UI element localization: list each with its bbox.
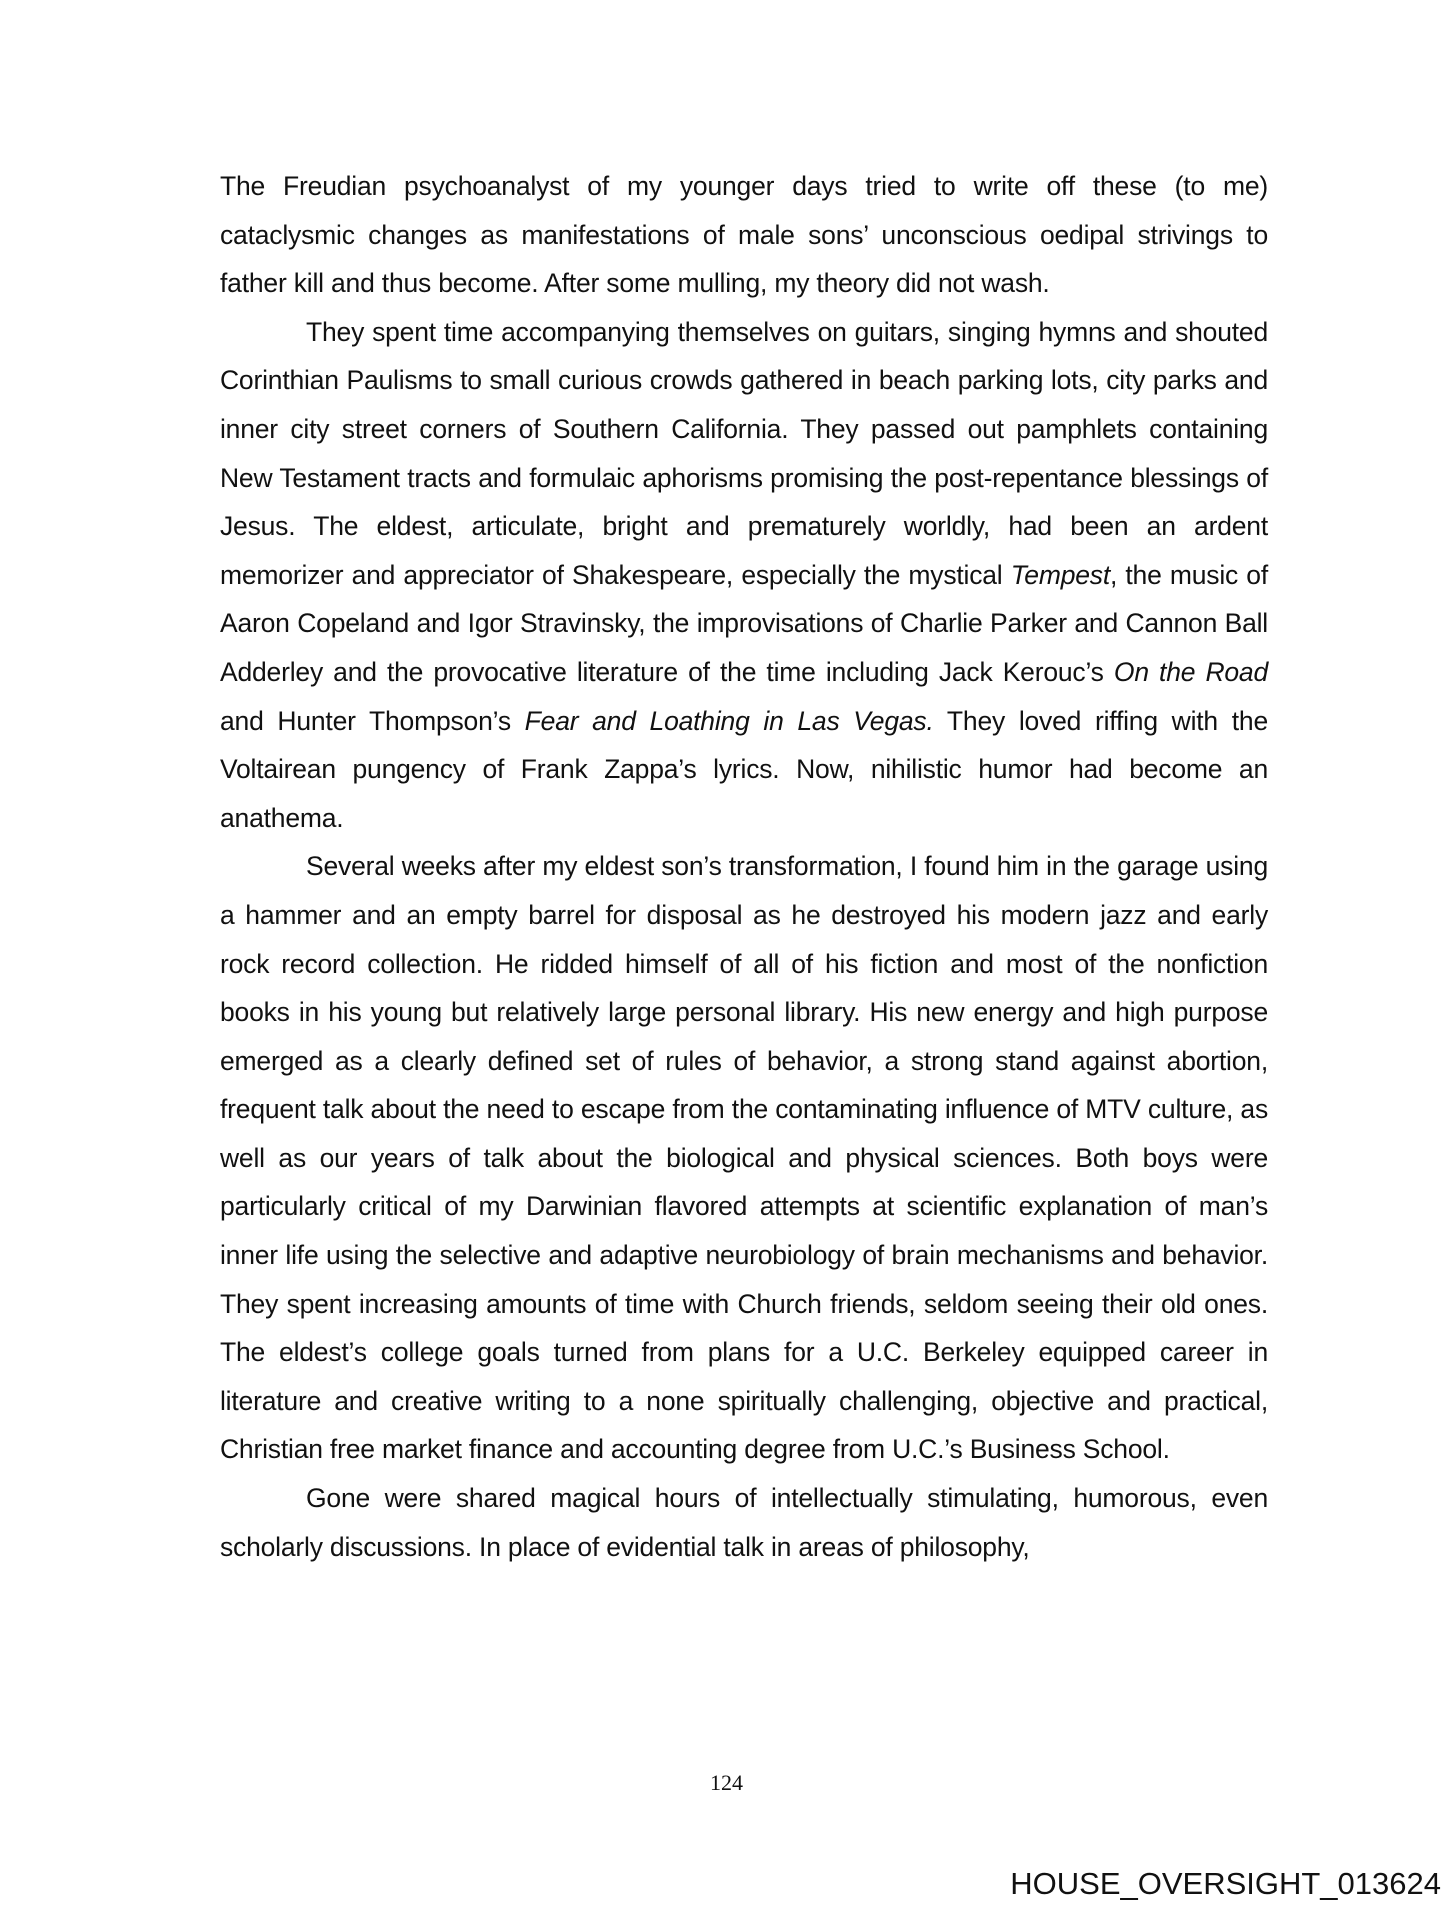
book-title-on-the-road: On the Road	[1113, 656, 1268, 687]
paragraph-text: Several weeks after my eldest son’s transformation, I found him in the garage using a hammer and an empty barrel for disposal as he destroyed his modern jazz and early rock record collection. He ridded himself of all of his fiction and most of the nonfiction books in his young but relatively large personal library. His new energy and high purpose emerged as a clearly defined set of rules of behavior, a strong stand against abortion, frequent talk about the need to escape from the contaminating influence of MTV culture, as well as our years of talk about the biological and physical sciences. Both boys were particularly critical of my Darwinian flavored attempts at scientific explanation of man’s inner life using the selective and adaptive neurobiology of brain mechanisms and behavior. They spent increasing amounts of time with Church friends, seldom seeing their old ones. The eldest’s college goals turned from plans for a U.C. Berkeley equipped career in literature and creative writing to a none spiritually challenging, objective and practical, Christian free market finance and accounting degree from U.C.’s Business School.	[220, 851, 1268, 1465]
paragraph-2	[220, 308, 1268, 843]
paragraph-text: , the music of Aaron Copeland and Igor Stravinsky, the improvisations of Charlie Parker and Cannon Ball Adderley and the provocative literature of the time including Jack Kerouc’s	[220, 559, 1268, 687]
paragraph-1	[220, 162, 1268, 308]
paragraph-text: They spent time accompanying themselves on guitars, singing hymns and shouted Corinthian Paulisms to small curious crowds gathered in beach parking lots, city parks and inner city street corners of Southern California. They passed out pamphlets containing New Testament tracts and formulaic aphorisms promising the post-repentance blessings of Jesus. The eldest, articulate, bright and prematurely worldly, had been an ardent memorizer and appreciator of Shakespeare, especially the mystical	[220, 316, 1268, 590]
paragraph-text: The Freudian psychoanalyst of my younger days tried to write off these (to me) cataclysmic changes as manifestations of male sons’ unconscious oedipal strivings to father kill and thus become. After some mulling, my theory did not wash.	[220, 171, 1268, 299]
paragraph-3	[220, 842, 1268, 1474]
bates-number: HOUSE_OVERSIGHT_013624	[1010, 1866, 1441, 1901]
paragraph-text: They loved riffing with the Voltairean pungency of Frank Zappa’s lyrics. Now, nihilistic humor had become an anathema.	[220, 705, 1268, 833]
body-text	[220, 162, 1268, 1571]
page-number: 124	[710, 1770, 743, 1795]
book-title-tempest: Tempest	[1010, 559, 1110, 590]
paragraph-text: and Hunter Thompson’s	[220, 705, 525, 736]
paragraph-4	[220, 1474, 1268, 1571]
paragraph-text: Gone were shared magical hours of intellectually stimulating, humorous, even scholarly discussions. In place of evidential talk in areas of philosophy,	[220, 1483, 1268, 1562]
book-title-fear-and-loathing: Fear and Loathing in Las Vegas.	[524, 705, 934, 736]
